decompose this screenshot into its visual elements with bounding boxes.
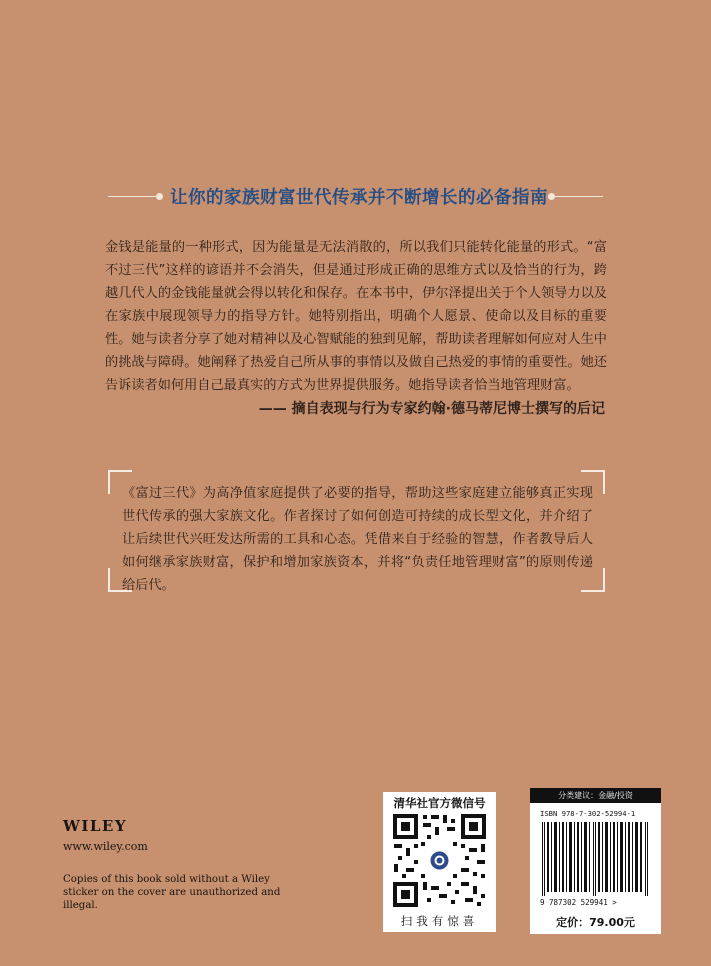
cover-heading: 让你的家族财富世代传承并不断增长的必备指南 — [170, 188, 548, 208]
heading-row — [108, 182, 603, 212]
category-suggestion: 分类建议：金融/投资 — [530, 788, 661, 803]
book-summary-box — [108, 470, 605, 592]
decorative-dot-right — [548, 193, 555, 200]
decorative-rule-right — [555, 196, 603, 197]
barcode-digits: 9 787302 529941 > — [540, 898, 617, 907]
publisher-url: www.wiley.com — [63, 840, 148, 853]
price-label: 定价：79.00元 — [556, 916, 635, 929]
isbn-card — [530, 788, 661, 934]
decorative-rule-left — [108, 196, 156, 197]
isbn-number: ISBN 978-7-302-52994-1 — [540, 809, 636, 818]
barcode-icon — [540, 822, 653, 896]
wiley-logo: WILEY — [63, 817, 128, 835]
qr-code-icon[interactable] — [391, 812, 488, 909]
sticker-notice: Copies of this book sold without a Wiley sticker on the cover are unauthorized and illegal. — [63, 874, 281, 911]
review-paragraph: 金钱是能量的一种形式，因为能量是无法消散的，所以我们只能转化能量的形式。“富不过三代”这样的谚语并不会消失，但是通过形成正确的思维方式以及恰当的行为，跨越几代人的金钱能量就会得以转化和保存。在本书中，伊尔泽提出关于个人领导力以及在家族中展现领导力的指导方针。她特别指出，明确个人愿景、使命以及目标的重要性。她与读者分享了她对精神以及心智赋能的独到见解，帮助读者理解如何应对人生中的挑战与障碍。她阐释了热爱自己所从事的事情以及做自己热爱的事情的重要性。她还告诉读者如何用自己最真实的方式为世界提供服务。她指导读者恰当地管理财富。 — [105, 240, 607, 393]
wechat-qr-card — [383, 792, 496, 932]
qr-caption: 扫我有惊喜 — [400, 914, 479, 928]
book-summary-text: 《富过三代》为高净值家庭提供了必要的指导，帮助这些家庭建立能够真正实现世代传承的强大家族文化。作者探讨了如何创造可持续的成长型文化，并介绍了让后续世代兴旺发达所需的工具和心态。凭借来自于经验的智慧，作者教导后人如何继承家族财富，保护和增加家族资本，并将“负责任地管理财富”的原则传递给后代。 — [122, 486, 593, 593]
decorative-dot-left — [156, 193, 163, 200]
qr-title: 清华社官方微信号 — [393, 796, 486, 810]
review-attribution: —— 摘自表现与行为专家约翰·德马蒂尼博士撰写的后记 — [258, 401, 605, 417]
